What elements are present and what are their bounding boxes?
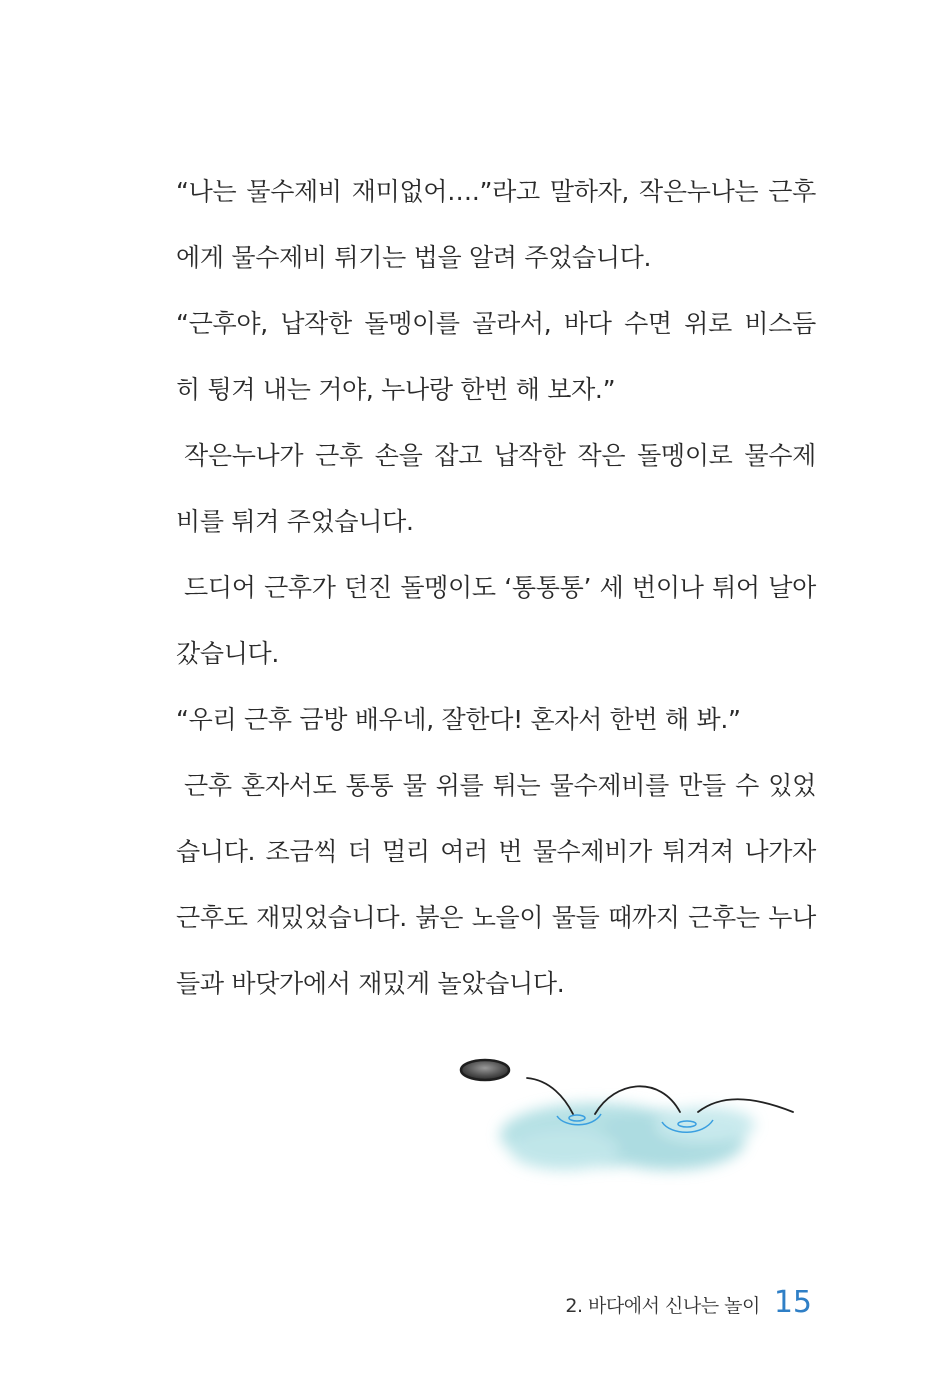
page-number: 15	[773, 1285, 812, 1320]
text-line: 습니다. 조금씩 더 멀리 여러 번 물수제비가 튀겨져 나가자	[176, 837, 816, 866]
text-line: 드디어 근후가 던진 돌멩이도 ‘통통통’ 세 번이나 튀어 날아	[184, 573, 816, 602]
text-line: 히 튕겨 내는 거야, 누나랑 한번 해 보자.”	[176, 375, 616, 404]
text-line: 근후도 재밌었습니다. 붉은 노을이 물들 때까지 근후는 누나	[176, 903, 816, 932]
text-line: 작은누나가 근후 손을 잡고 납작한 작은 돌멩이로 물수제	[184, 441, 816, 470]
text-line: “근후야, 납작한 돌멩이를 골라서, 바다 수면 위로 비스듬	[176, 309, 816, 338]
skipping-stone-on-water-icon	[455, 1050, 805, 1200]
text-line: “나는 물수제비 재미없어….”라고 말하자, 작은누나는 근후	[176, 177, 816, 206]
text-line: 에게 물수제비 튀기는 법을 알려 주었습니다.	[176, 243, 652, 272]
text-line: 들과 바닷가에서 재밌게 놀았습니다.	[176, 969, 565, 998]
chapter-title: 2. 바다에서 신나는 놀이	[565, 1295, 760, 1317]
text-line: 근후 혼자서도 통통 물 위를 튀는 물수제비를 만들 수 있었	[184, 771, 816, 800]
stone	[461, 1060, 509, 1080]
story-text	[176, 162, 816, 1020]
water-wash	[500, 1103, 755, 1170]
text-line: 갔습니다.	[176, 639, 280, 668]
text-line: 비를 튀겨 주었습니다.	[176, 507, 414, 536]
text-line: “우리 근후 금방 배우네, 잘한다! 혼자서 한번 해 봐.”	[176, 705, 741, 734]
page-footer	[565, 1285, 812, 1320]
skipping-stone-illustration	[455, 1050, 805, 1200]
